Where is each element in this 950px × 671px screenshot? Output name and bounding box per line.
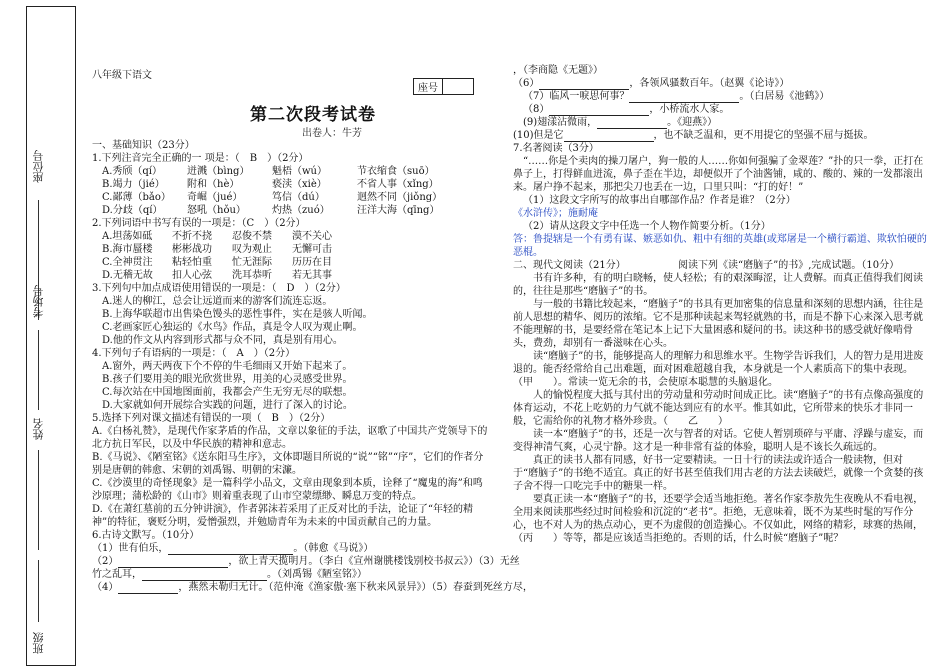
q2-option-d	[92, 269, 492, 282]
q6-2-blank[interactable]	[118, 557, 228, 568]
section-2-heading-row	[513, 259, 928, 272]
q7-sub-2-answer: 答：鲁提辖是一个有勇有谋、嫉恶如仇、粗中有细的英雄(或郑屠是一个横行霸道、欺软怕硬的恶棍。	[513, 234, 927, 258]
q1-b-1: B.竭力（jié）	[102, 179, 165, 190]
q5-option-d: D.《在萧红墓前的五分钟讲演》，作者郭沫若采用了正反对比的手法，论证了“年轻的精神”的特征，褒贬分明，爱憎强烈，并勉励青年为未来的中国贡献自己的力量。	[92, 504, 473, 528]
seat-number-box	[413, 78, 474, 95]
q6-4-blank[interactable]	[118, 583, 178, 594]
q6-7-suffix: 。（白居易《池鹤》）	[739, 91, 830, 102]
q5-option-b: B.《马说》、《陋室铭》《送东阳马生序》，文体即题目所说的“说”“铭”“序”，它们的作者分别是唐朝的韩愈、宋朝的刘禹锡、明朝的宋濂。	[92, 452, 484, 476]
q1-b-4: 不省人事（xǐng）	[357, 179, 439, 190]
q2-c-2: 粘轻怕重	[172, 257, 212, 268]
q1-c-4: 迥然不同（jiǒng）	[357, 192, 443, 203]
q1-c-3: 笃信（dú）	[272, 192, 325, 203]
grade-label: 八年级下语文	[92, 70, 152, 81]
q1-a-3: 魁梧（wú）	[272, 166, 327, 177]
q6-line-4	[92, 581, 533, 594]
passage-paragraph-7: 要真正读一本“磨脑子”的书，还要学会适当地拒绝。著名作家李敖先生夜晚从不看电视，全用来阅读那些经过时间检验和沉淀的“老书”。拒绝，无意味着，既不为某些时髦的写作分心，也不对人为的热点动心，更不为虚假的创造操心。不仅如此，网络的精彩，球赛的热闹，（丙 ）等等，都是应该适当拒绝的。否则的话，什么时候“磨脑子”呢？	[513, 494, 924, 544]
q2-option-c	[92, 256, 492, 269]
q6-10-blank[interactable]	[564, 131, 654, 142]
q7-sub-1-answer: 《水浒传》；施耐庵	[513, 208, 598, 219]
q5-option-a: A.《白杨礼赞》，是现代作家茅盾的作品，文章以象征的手法，讴歌了中国共产党领导下的北方抗日军民，以及中华民族的精神和意志。	[92, 426, 488, 450]
q6-7	[513, 90, 928, 103]
q2-d-1: D.无稽无故	[102, 270, 153, 281]
q1-c-1: C.鄙薄（bǎo）	[102, 192, 171, 203]
binding-margin	[26, 6, 76, 666]
q6-8-prefix: （8）	[523, 104, 550, 115]
section-1-heading: 一、基础知识（23分）	[92, 140, 195, 151]
exam-title: 第二次段考试卷	[250, 105, 376, 125]
q3-option-b: B.上海华联超市出售染色馒头的恶性事件，实在是骇人听闻。	[102, 309, 373, 320]
q2-c-1: C.全神贯注	[102, 257, 153, 268]
q6-8-suffix: ，小桥流水人家。	[649, 104, 730, 115]
question-6: 6.古诗文默写。（10分）	[92, 530, 200, 541]
q6-10	[513, 129, 928, 142]
margin-class-label: 班级	[32, 632, 45, 654]
question-4: 4.下列句子有语病的一项是：（ A ）（2分）	[92, 348, 296, 359]
q6-4-suffix: ，燕然未勒归无计。（范仲淹《渔家傲·塞下秋来风景异》）（5）春蚕到死丝方尽，	[178, 582, 533, 593]
question-7: 7.名著阅读（3分）	[513, 143, 599, 154]
q6-1-suffix: 。（韩愈《马说》）	[293, 543, 374, 554]
q6-9-suffix: 。《迎燕》）	[667, 117, 718, 128]
q6-3-suffix: 。（刘禹锡《陋室铭》）	[267, 569, 367, 580]
q6-line-1	[92, 542, 492, 555]
q2-c-4: 历历在目	[292, 257, 332, 268]
q6-2-prefix: （2）	[92, 556, 119, 567]
seat-number-field[interactable]	[443, 79, 474, 95]
q2-b-4: 无懈可击	[292, 244, 332, 255]
q1-option-c	[92, 191, 492, 204]
q2-b-3: 叹为观止	[232, 244, 272, 255]
q6-5-suffix: ，（李商隐《无题》）	[513, 65, 603, 76]
q1-d-3: 灼热（zuó）	[272, 205, 330, 216]
q2-a-4: 漠不关心	[292, 231, 332, 242]
passage-paragraph-5: 读一本“磨脑子”的书，还是一次与智者的对话。它使人暂别琐碎与平庸、浮躁与虚妄，而变得神清气爽，心灵宁静。这才是一种非常有益的体验，聪明人是不该长久疏远的。	[513, 429, 924, 453]
q6-line-2	[92, 555, 520, 568]
q6-8	[513, 103, 928, 116]
q1-d-2: 怒吼（hǒu）	[187, 205, 246, 216]
question-2: 2.下列词语中书写有误的一项是：（C ）（2分）	[92, 218, 306, 229]
q1-b-3: 亵渎（xiè）	[272, 179, 327, 190]
q6-9-blank[interactable]	[597, 118, 667, 129]
passage-paragraph-4: 人的愉悦程度大抵与其付出的劳动量和劳动时间成正比。读“磨脑子”的书有点像高强度的体育运动，不花上吃奶的力气就不能达到应有的水平。惟其如此，它所带来的快乐才非同一般，它需给你的礼物才格外珍贵。（ 乙 ）	[513, 390, 924, 427]
passage-paragraph-6: 真正的读书人都有同感，好书一定要精读。一日十行的读法或许适合一般读物，但对于“磨脑子”的书绝不适宜。真正的好书甚至值我们用古老的方法去读破烂，就像一个贪婪的孩子舍不得一口吃完手中的糖果一样。	[513, 455, 924, 492]
q2-d-3: 洗耳恭听	[232, 270, 272, 281]
q6-3-prefix: 竹之乱耳，	[92, 569, 142, 580]
q7-sub-2: （2）请从这段文字中任选一个人物作简要分析。（1分）	[523, 221, 771, 232]
q6-7-prefix: （7）临风一唳思何事？	[523, 91, 630, 102]
q6-10-suffix: ，也不缺乏温和，更不用提它的坚强不屈与挺拔。	[653, 130, 874, 141]
q3-option-d: D.他的作文从内容到形式都与众不同，真是别有用心。	[102, 335, 343, 346]
q6-4-prefix: （4）	[92, 582, 119, 593]
margin-room-line	[38, 330, 39, 410]
q6-6-suffix: ，各领风骚数百年。（赵翼《论诗》）	[629, 78, 790, 89]
q4-option-a: A.窗外，两天两夜下个不停的牛毛细雨又开始下起来了。	[102, 361, 353, 372]
q1-a-1: A.秀颀（qí）	[102, 166, 162, 177]
q6-5-continuation	[513, 64, 928, 77]
q2-option-a	[92, 230, 492, 243]
q6-2-suffix: ，欲上青天揽明月。（李白《宣州谢朓楼饯别校书叔云》）（3）无丝	[228, 556, 520, 567]
q7-quote: “……你是个卖肉的操刀屠户，狗一般的人……你如何强骗了金翠莲？”扑的只一拳，正打在鼻子上，打得鲜血迸流，鼻子歪在半边，却便似开了个油酱铺，咸的、酸的、辣的一发都滚出来。屠户挣不起来，那把尖刀也丢在一边，口里只叫：“打的好！”	[513, 156, 924, 193]
question-5: 5.选择下列对课文描述有错误的一项（ B ）（2分）	[92, 413, 331, 424]
q1-a-4: 节衣缩食（suō）	[357, 166, 435, 177]
q1-option-b	[92, 178, 492, 191]
q6-1-prefix: （1）世有伯乐，	[92, 543, 169, 554]
q2-b-1: B.海市蜃楼	[102, 244, 153, 255]
q2-a-3: 忍俊不禁	[232, 231, 272, 242]
q6-6	[513, 77, 928, 90]
q1-c-2: 奇崛（jué）	[187, 192, 243, 203]
q6-1-blank[interactable]	[168, 544, 293, 555]
q6-6-prefix: （6）	[513, 78, 540, 89]
q1-b-2: 附和（hè）	[187, 179, 240, 190]
q6-3-blank[interactable]	[142, 570, 267, 581]
q4-option-c: C.每次站在中国地图面前，我都会产生无穷无尽的联想。	[102, 387, 353, 398]
exam-author: 出卷人：牛芳	[302, 128, 362, 139]
q1-a-2: 迸溅（bìng）	[187, 166, 250, 177]
question-3: 3.下列句中加点成语使用错误的一项是：（ D ）（2分）	[92, 283, 346, 294]
section-2-heading: 二、现代文阅读（21分）	[513, 260, 626, 271]
q6-line-3	[92, 568, 492, 581]
q6-7-blank[interactable]	[629, 92, 739, 103]
q1-option-a	[92, 165, 492, 178]
margin-room-label: 考场号	[32, 285, 45, 318]
q2-option-b	[92, 243, 492, 256]
passage-paragraph-3: 读“磨脑子”的书，能够提高人的理解力和思维水平。生物学告诉我们，人的智力是用进废退的。能否经常给自己出难题，面对困难超越自我，本身就是一个人素质高下的集中表现。（甲 ）。常读一览无余的书，会使原本聪慧的头脑退化。	[513, 351, 924, 388]
q6-9	[513, 116, 928, 129]
q6-9-prefix: (9)翅漾沾微雨，	[523, 117, 598, 128]
q7-sub-1: （1）这段文字所写的故事出自哪部作品？作者是谁？（2分）	[523, 195, 796, 206]
passage-paragraph-1: 书有许多种，有的明白晓畅，使人轻松；有的艰深晦涩，让人费解。而真正值得我们阅读的，往往是那些“磨脑子”的书。	[513, 273, 923, 297]
q1-d-4: 汪洋大海（qīng）	[357, 205, 440, 216]
passage-paragraph-2: 与一般的书籍比较起来，“磨脑子”的书具有更加密集的信息量和深刻的思想内涵，往往是前人思想的精华、阅历的浓缩。它不是那种读起来驾轻就熟的书，而是不静下心来深入思考就不能理解的书，是要经常在笔记本上记下大量困惑和疑问的书。读这种书的感受就好像啃骨头，费劲，却别有一番滋味在心头。	[513, 299, 924, 349]
q1-d-1: D.分歧（qí）	[102, 205, 163, 216]
q5-option-c: C.《沙漠里的奇怪现象》是一篇科学小品文，文章由现象到本质，诠释了“魔鬼的海”和鸣沙原理；蒲松龄的《山市》则着重表现了山市空蒙缥缈、瞬息万变的特点。	[92, 478, 483, 502]
margin-name-label: 姓名	[32, 418, 45, 440]
q2-d-4: 若无其事	[292, 270, 332, 281]
left-column	[92, 139, 533, 594]
q2-a-2: 不折不挠	[172, 231, 212, 242]
seat-number-label: 座号	[414, 79, 443, 95]
q2-b-2: 彬彬战功	[172, 244, 212, 255]
q3-option-a: A.迷人的柳江，总会让远道而来的游客们流连忘返。	[102, 296, 333, 307]
q6-6-blank[interactable]	[539, 79, 629, 90]
margin-seat-label: 座位号	[32, 150, 45, 183]
margin-name-line	[38, 450, 39, 550]
question-1: 1.下列注音完全正确的一 项是：（ B ）（2分）	[92, 153, 309, 164]
margin-class-line	[38, 560, 39, 622]
q6-10-prefix: (10)但是它	[513, 130, 564, 141]
q1-option-d	[92, 204, 492, 217]
q4-option-b: B.孩子们要用美的眼光欣赏世界，用美的心灵感受世界。	[102, 374, 353, 385]
q3-option-c: C.老画家匠心独运的《水鸟》作品，真是令人叹为观止啊。	[102, 322, 363, 333]
section-2-task: 阅读下列《读“磨脑子”的书》,完成试题。（10分）	[678, 260, 900, 271]
q4-option-d: D.大家就如何开展综合实践的问题，进行了深入的讨论。	[102, 400, 353, 411]
q2-a-1: A.坦荡如砥	[102, 231, 153, 242]
q6-8-blank[interactable]	[549, 105, 649, 116]
q2-d-2: 扣人心弦	[172, 270, 212, 281]
q2-c-3: 忙无涯际	[232, 257, 272, 268]
right-column	[513, 64, 928, 545]
